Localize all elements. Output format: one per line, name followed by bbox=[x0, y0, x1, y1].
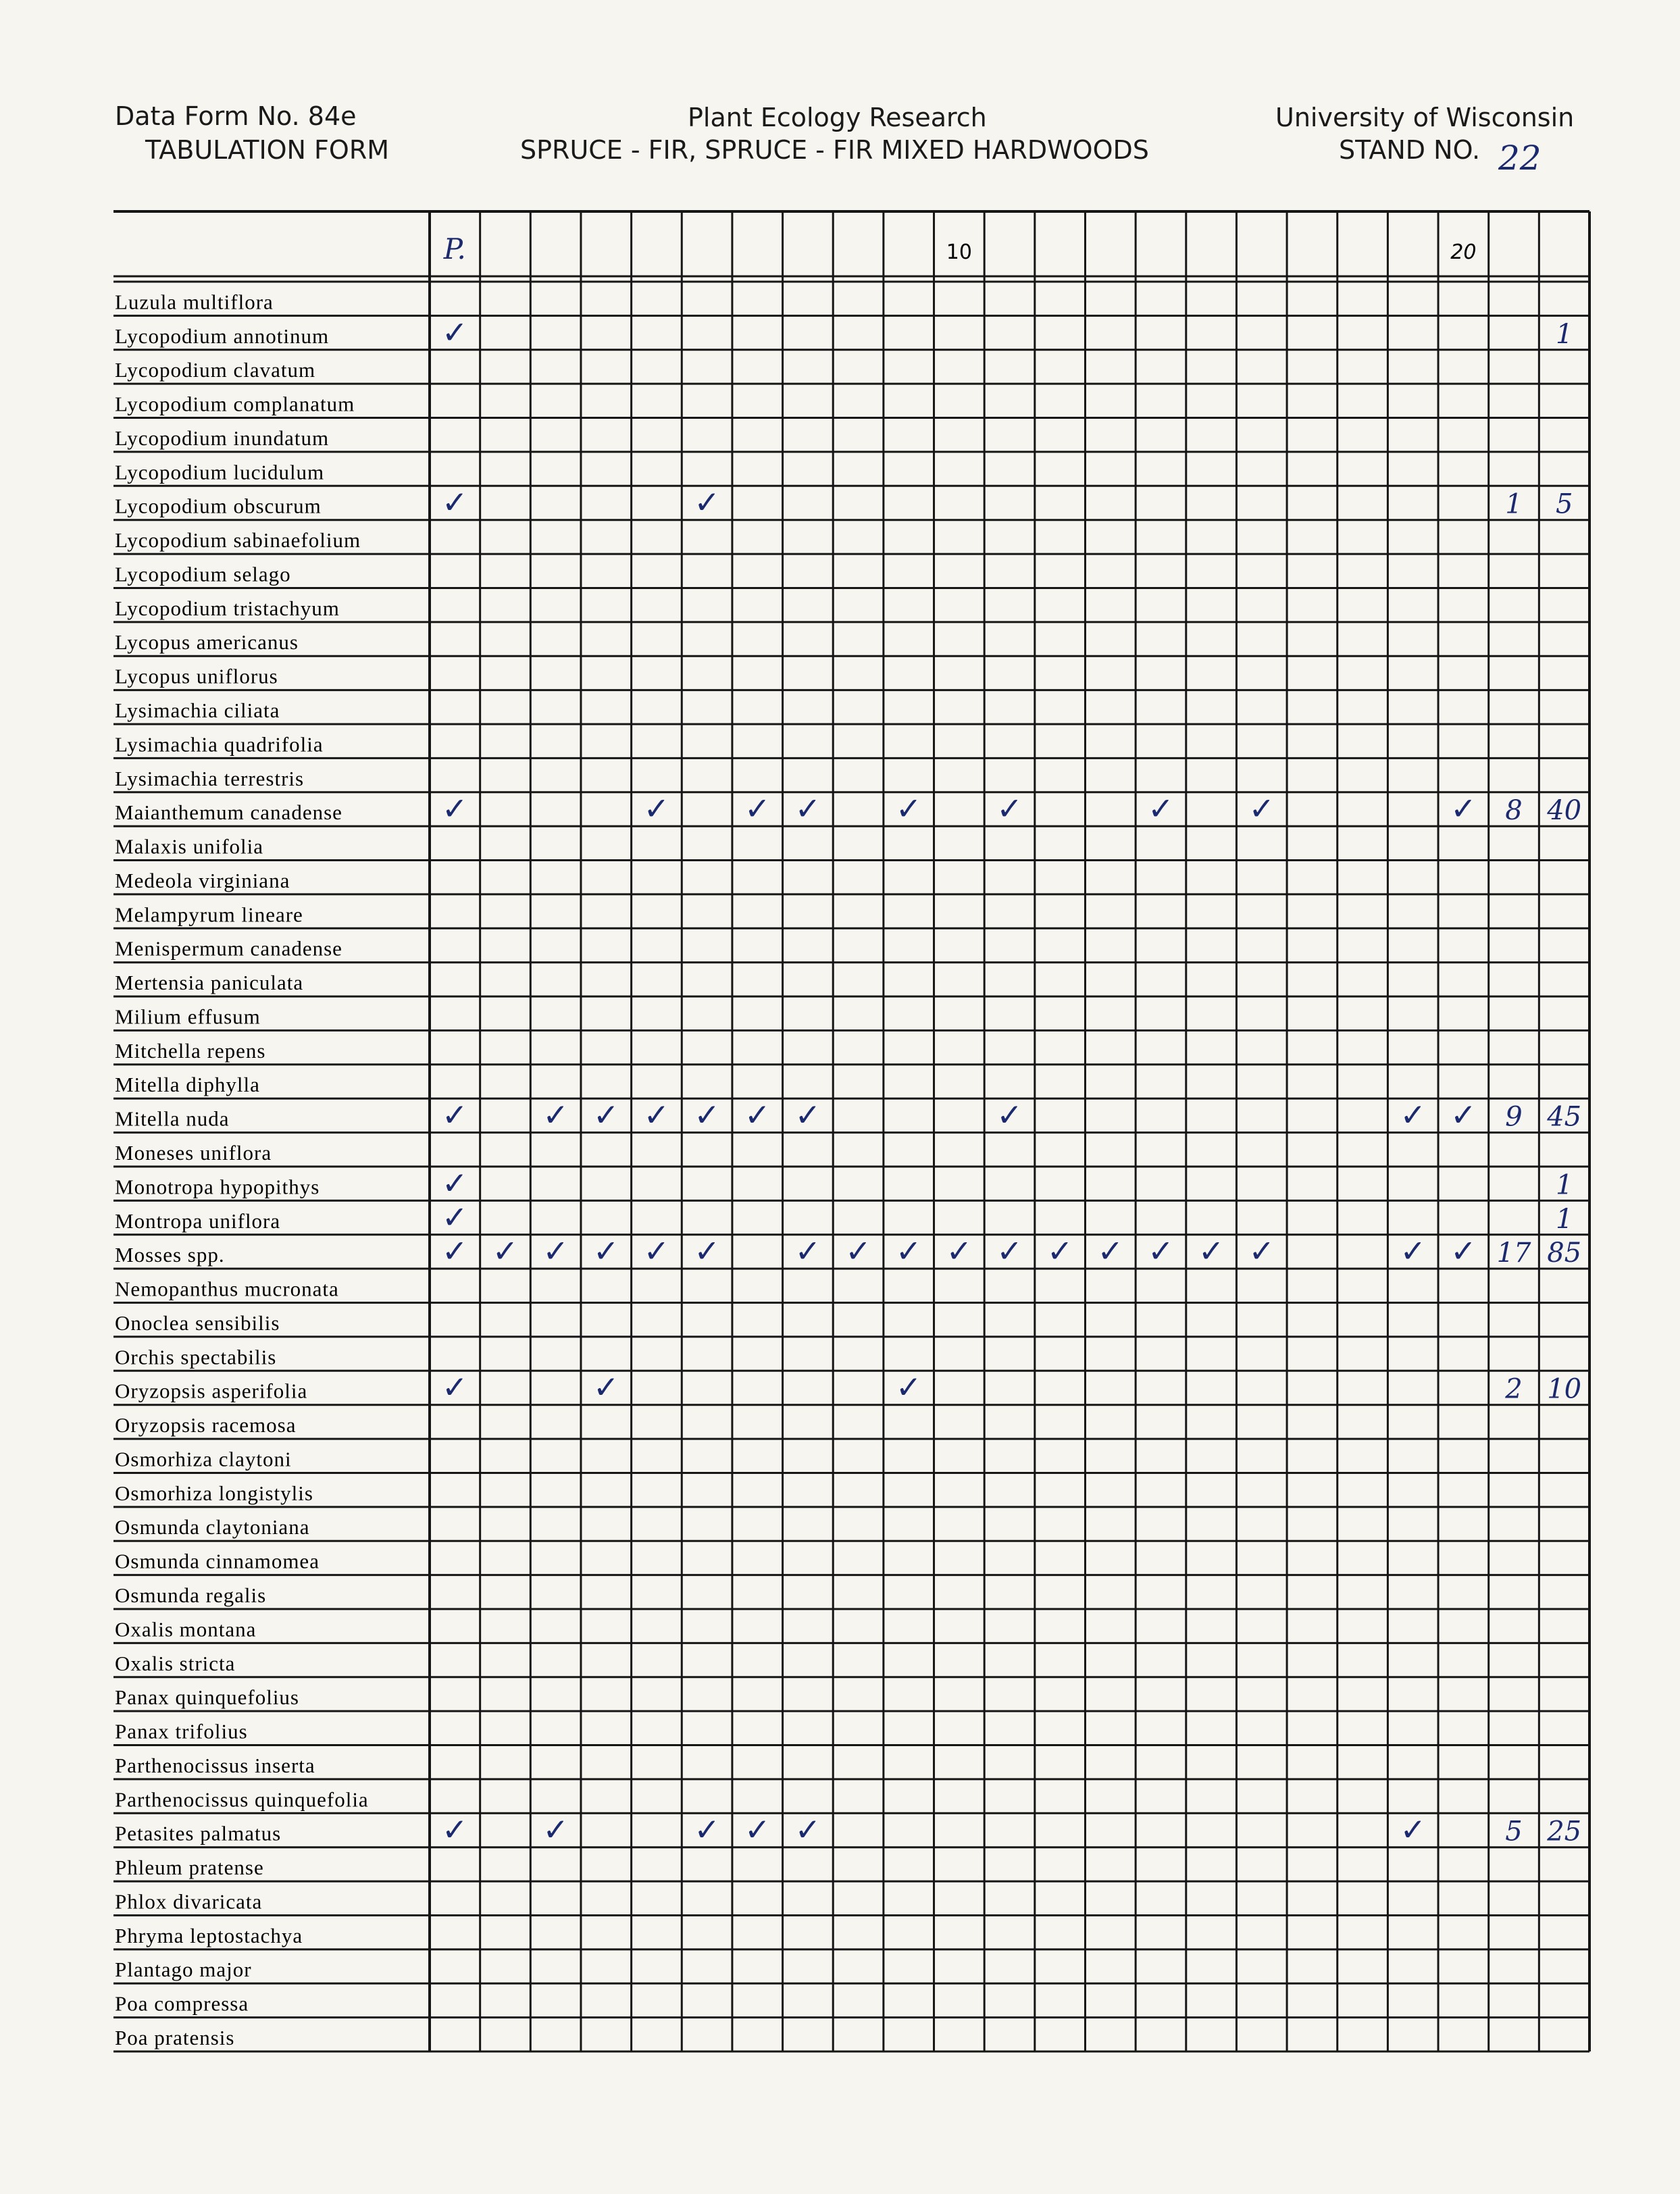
species-name: Mitella nuda bbox=[115, 1106, 230, 1131]
species-name: Plantago major bbox=[115, 1958, 252, 1982]
species-name: Panax quinquefolius bbox=[115, 1685, 299, 1710]
species-name: Oxalis montana bbox=[115, 1617, 257, 1641]
species-name: Lycopodium obscurum bbox=[115, 494, 322, 518]
species-name: Melampyrum lineare bbox=[115, 902, 303, 927]
check-mark: ✓ bbox=[442, 1369, 468, 1406]
species-name: Poa pratensis bbox=[115, 2026, 235, 2049]
stand-number-value: 22 bbox=[1498, 138, 1542, 178]
check-mark: ✓ bbox=[845, 1233, 871, 1270]
check-mark: ✓ bbox=[542, 1096, 569, 1133]
species-name: Luzula multiflora bbox=[115, 290, 274, 314]
frequency-percent: 25 bbox=[1547, 1816, 1582, 1847]
species-name: Lycopodium complanatum bbox=[115, 392, 355, 416]
species-name: Phleum pratense bbox=[115, 1856, 264, 1880]
species-name: Nemopanthus mucronata bbox=[115, 1277, 339, 1301]
check-mark: ✓ bbox=[1198, 1233, 1225, 1270]
check-mark: ✓ bbox=[996, 790, 1023, 827]
check-mark: ✓ bbox=[442, 1165, 468, 1202]
check-mark: ✓ bbox=[643, 1096, 670, 1133]
check-mark: ✓ bbox=[442, 1811, 468, 1848]
check-mark: ✓ bbox=[1248, 1233, 1275, 1270]
species-name: Mitella diphylla bbox=[115, 1073, 260, 1097]
frequency-percent: 10 bbox=[1547, 1373, 1582, 1405]
check-mark: ✓ bbox=[442, 1198, 468, 1235]
check-mark: ✓ bbox=[1450, 1233, 1477, 1270]
species-name: Panax trifolius bbox=[115, 1719, 248, 1743]
species-name: Mitchella repens bbox=[115, 1038, 266, 1063]
check-mark: ✓ bbox=[694, 1233, 720, 1270]
species-name: Oryzopsis racemosa bbox=[115, 1413, 297, 1437]
species-name: Lycopus americanus bbox=[115, 630, 299, 655]
species-name: Parthenocissus quinquefolia bbox=[115, 1787, 369, 1812]
species-name: Mosses spp. bbox=[115, 1243, 225, 1267]
check-mark: ✓ bbox=[1400, 1233, 1426, 1270]
check-mark: ✓ bbox=[593, 1233, 619, 1270]
species-name: Monotropa hypopithys bbox=[115, 1175, 320, 1199]
form-number: Data Form No. 84e bbox=[115, 101, 357, 131]
check-mark: ✓ bbox=[1148, 790, 1174, 827]
column-header-label: P. bbox=[443, 232, 466, 265]
species-name: Lysimachia ciliata bbox=[115, 698, 280, 722]
frequency-percent: 85 bbox=[1547, 1238, 1582, 1269]
check-mark: ✓ bbox=[593, 1096, 619, 1133]
species-name: Lycopodium sabinaefolium bbox=[115, 528, 361, 553]
check-mark: ✓ bbox=[1148, 1233, 1174, 1270]
form-title: TABULATION FORM bbox=[145, 135, 390, 165]
species-name: Lysimachia quadrifolia bbox=[115, 732, 324, 757]
check-mark: ✓ bbox=[1400, 1096, 1426, 1133]
species-name: Oxalis stricta bbox=[115, 1651, 236, 1675]
species-name: Lysimachia terrestris bbox=[115, 766, 305, 790]
species-name: Medeola virginiana bbox=[115, 868, 290, 892]
frequency-count: 17 bbox=[1496, 1238, 1531, 1269]
check-mark: ✓ bbox=[744, 1096, 771, 1133]
check-mark: ✓ bbox=[1450, 1096, 1477, 1133]
check-mark: ✓ bbox=[442, 1233, 468, 1270]
stand-number-label: STAND NO. bbox=[1339, 135, 1481, 165]
species-name: Lycopodium clavatum bbox=[115, 358, 316, 382]
check-mark: ✓ bbox=[794, 1096, 821, 1133]
species-name: Osmorhiza longistylis bbox=[115, 1481, 313, 1505]
check-mark: ✓ bbox=[1046, 1233, 1073, 1270]
species-name: Osmunda claytoniana bbox=[115, 1515, 310, 1539]
stand-type-subtitle: SPRUCE - FIR, SPRUCE - FIR MIXED HARDWOODS bbox=[520, 135, 1149, 165]
check-mark: ✓ bbox=[996, 1096, 1023, 1133]
column-header-label: 10 bbox=[946, 240, 972, 264]
frequency-percent: 1 bbox=[1555, 318, 1573, 350]
check-mark: ✓ bbox=[694, 1811, 720, 1848]
species-name: Lycopodium lucidulum bbox=[115, 460, 325, 484]
check-mark: ✓ bbox=[996, 1233, 1023, 1270]
check-mark: ✓ bbox=[1097, 1233, 1124, 1270]
check-mark: ✓ bbox=[744, 790, 771, 827]
check-mark: ✓ bbox=[542, 1811, 569, 1848]
species-name: Lycopus uniflorus bbox=[115, 664, 278, 688]
species-name: Moneses uniflora bbox=[115, 1141, 272, 1165]
check-mark: ✓ bbox=[694, 484, 720, 521]
species-name: Onoclea sensibilis bbox=[115, 1310, 280, 1335]
frequency-count: 5 bbox=[1505, 1816, 1523, 1847]
check-mark: ✓ bbox=[542, 1233, 569, 1270]
species-name: Orchis spectabilis bbox=[115, 1345, 277, 1369]
check-mark: ✓ bbox=[442, 790, 468, 827]
species-name: Parthenocissus inserta bbox=[115, 1753, 315, 1777]
species-name: Lycopodium annotinum bbox=[115, 324, 330, 348]
species-name: Maianthemum canadense bbox=[115, 800, 342, 825]
check-mark: ✓ bbox=[1248, 790, 1275, 827]
organization-title: Plant Ecology Research bbox=[688, 103, 987, 132]
species-name: Oryzopsis asperifolia bbox=[115, 1379, 308, 1403]
species-name: Phryma leptostachya bbox=[115, 1923, 303, 1947]
check-mark: ✓ bbox=[593, 1369, 619, 1406]
check-mark: ✓ bbox=[794, 1811, 821, 1848]
check-mark: ✓ bbox=[794, 790, 821, 827]
check-mark: ✓ bbox=[442, 1096, 468, 1133]
species-name: Phlox divaricata bbox=[115, 1889, 263, 1914]
check-mark: ✓ bbox=[794, 1233, 821, 1270]
species-name: Mertensia paniculata bbox=[115, 971, 304, 995]
check-mark: ✓ bbox=[643, 1233, 670, 1270]
check-mark: ✓ bbox=[1450, 790, 1477, 827]
frequency-count: 8 bbox=[1505, 795, 1523, 827]
species-name: Milium effusum bbox=[115, 1004, 261, 1029]
species-name: Lycopodium tristachyum bbox=[115, 596, 340, 620]
species-name: Lycopodium selago bbox=[115, 562, 291, 586]
check-mark: ✓ bbox=[895, 1369, 922, 1406]
species-name: Petasites palmatus bbox=[115, 1821, 282, 1845]
frequency-count: 9 bbox=[1505, 1101, 1523, 1133]
species-name: Osmunda regalis bbox=[115, 1583, 267, 1607]
species-name: Lycopodium inundatum bbox=[115, 426, 330, 450]
check-mark: ✓ bbox=[946, 1233, 973, 1270]
frequency-percent: 40 bbox=[1547, 795, 1582, 827]
frequency-count: 2 bbox=[1505, 1373, 1523, 1405]
frequency-percent: 1 bbox=[1555, 1203, 1573, 1235]
university-name: University of Wisconsin bbox=[1275, 103, 1575, 132]
species-name: Osmunda cinnamomea bbox=[115, 1549, 320, 1573]
species-name: Malaxis unifolia bbox=[115, 834, 264, 859]
check-mark: ✓ bbox=[694, 1096, 720, 1133]
species-name: Menispermum canadense bbox=[115, 936, 342, 961]
frequency-percent: 1 bbox=[1555, 1169, 1573, 1201]
column-header-label: 20 bbox=[1450, 240, 1477, 264]
frequency-percent: 5 bbox=[1555, 488, 1573, 520]
check-mark: ✓ bbox=[492, 1233, 519, 1270]
check-mark: ✓ bbox=[643, 790, 670, 827]
frequency-percent: 45 bbox=[1547, 1101, 1582, 1133]
species-name: Montropa uniflora bbox=[115, 1208, 281, 1233]
species-name: Osmorhiza claytoni bbox=[115, 1447, 292, 1471]
species-name: Poa compressa bbox=[115, 1991, 249, 2016]
check-mark: ✓ bbox=[442, 484, 468, 521]
check-mark: ✓ bbox=[895, 790, 922, 827]
frequency-count: 1 bbox=[1505, 488, 1523, 520]
check-mark: ✓ bbox=[744, 1811, 771, 1848]
check-mark: ✓ bbox=[1400, 1811, 1426, 1848]
check-mark: ✓ bbox=[895, 1233, 922, 1270]
check-mark: ✓ bbox=[442, 313, 468, 351]
